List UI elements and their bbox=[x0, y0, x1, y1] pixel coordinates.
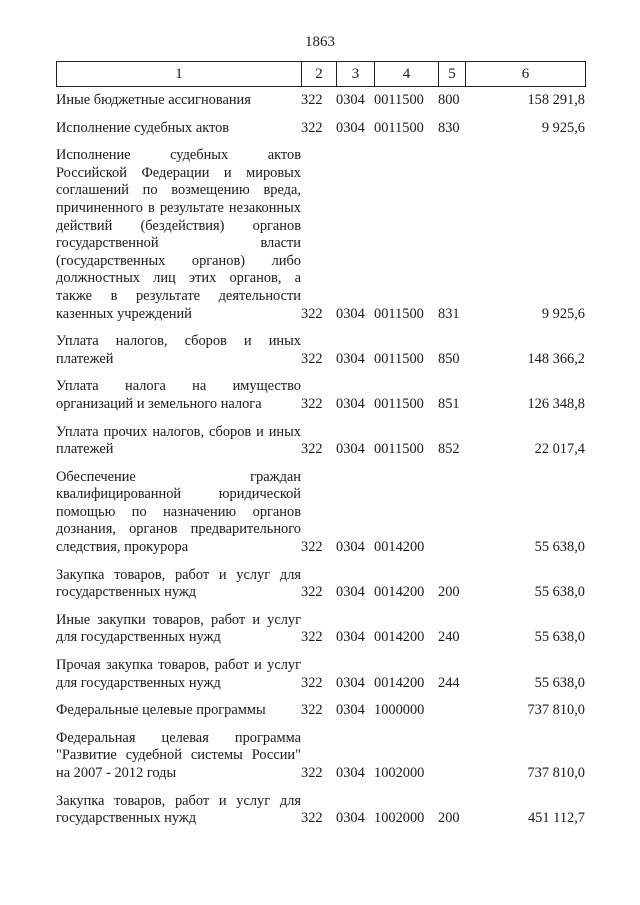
row-expense-type: 830 bbox=[438, 119, 460, 136]
row-section-code: 0304 bbox=[336, 629, 365, 646]
row-section-code: 0304 bbox=[336, 92, 365, 108]
row-expense-type bbox=[438, 466, 465, 564]
row-ministry-code: 322 bbox=[301, 119, 323, 136]
row-description: Федеральная целевая программа "Развитие судебной системы России" на 2007 - 2012 годы bbox=[56, 729, 301, 781]
row-target-code: 1002000 bbox=[374, 765, 425, 781]
row-expense-type bbox=[438, 727, 465, 790]
row-ministry-code: 322 bbox=[301, 765, 323, 781]
row-amount: 22 017,4 bbox=[534, 441, 585, 458]
row-amount: 55 638,0 bbox=[534, 629, 585, 646]
row-description: Исполнение судебных актов Российской Федерации и мировых соглашений по возмещению вреда, причиненного в результате незаконных действий (бездействия) органов государственной власти (государственных органов) либо должностных лиц этих органов, а также в результате деятельности казенных учреждений bbox=[56, 147, 301, 322]
row-expense-type: 200 bbox=[438, 584, 460, 601]
row-amount: 737 810,0 bbox=[527, 765, 585, 781]
row-target-code: 0011500 bbox=[374, 441, 424, 458]
row-expense-type: 850 bbox=[438, 350, 460, 367]
row-expense-type: 244 bbox=[438, 674, 460, 691]
row-ministry-code: 322 bbox=[301, 305, 323, 322]
row-section-code: 0304 bbox=[336, 119, 365, 136]
row-expense-type: 831 bbox=[438, 305, 460, 322]
table-row bbox=[56, 727, 585, 790]
row-description: Закупка товаров, работ и услуг для государственных нужд bbox=[56, 792, 301, 827]
row-ministry-code: 322 bbox=[301, 92, 323, 108]
row-ministry-code: 322 bbox=[301, 629, 323, 646]
table-row bbox=[56, 330, 585, 375]
column-header-1: 1 bbox=[57, 62, 302, 87]
row-ministry-code: 322 bbox=[301, 810, 323, 827]
row-ministry-code: 322 bbox=[301, 395, 323, 412]
row-description: Уплата прочих налогов, сборов и иных платежей bbox=[56, 423, 301, 458]
column-header-6: 6 bbox=[466, 62, 586, 87]
table-row bbox=[56, 654, 585, 699]
table-row bbox=[56, 564, 585, 609]
column-header-5: 5 bbox=[439, 62, 466, 87]
row-target-code: 0014200 bbox=[374, 539, 425, 556]
table-row bbox=[56, 790, 585, 835]
row-target-code: 0014200 bbox=[374, 629, 425, 646]
table-row bbox=[56, 89, 585, 117]
row-section-code: 0304 bbox=[336, 539, 365, 556]
row-amount: 158 291,8 bbox=[527, 92, 585, 108]
row-target-code: 0011500 bbox=[374, 395, 424, 412]
row-target-code: 0011500 bbox=[374, 119, 424, 136]
row-target-code: 0011500 bbox=[374, 305, 424, 322]
row-section-code: 0304 bbox=[336, 584, 365, 601]
row-ministry-code: 322 bbox=[301, 674, 323, 691]
row-amount: 55 638,0 bbox=[534, 674, 585, 691]
row-amount: 737 810,0 bbox=[527, 702, 585, 719]
budget-table bbox=[56, 89, 585, 835]
table-row bbox=[56, 375, 585, 420]
column-header-2: 2 bbox=[302, 62, 337, 87]
row-target-code: 0011500 bbox=[374, 350, 424, 367]
row-expense-type: 800 bbox=[438, 92, 460, 108]
row-expense-type: 852 bbox=[438, 441, 460, 458]
row-target-code: 0014200 bbox=[374, 584, 425, 601]
row-description: Исполнение судебных актов bbox=[56, 119, 230, 136]
column-header-table bbox=[56, 61, 586, 87]
row-expense-type: 200 bbox=[438, 810, 460, 827]
row-amount: 55 638,0 bbox=[534, 584, 585, 601]
row-expense-type: 851 bbox=[438, 395, 460, 412]
row-amount: 148 366,2 bbox=[527, 350, 585, 367]
row-target-code: 0011500 bbox=[374, 92, 424, 108]
row-amount: 9 925,6 bbox=[541, 119, 585, 136]
column-header-4: 4 bbox=[375, 62, 439, 87]
row-amount: 126 348,8 bbox=[527, 395, 585, 412]
row-description: Иные бюджетные ассигнования bbox=[56, 92, 251, 108]
row-section-code: 0304 bbox=[336, 702, 365, 719]
row-amount: 9 925,6 bbox=[541, 305, 585, 322]
row-target-code: 1002000 bbox=[374, 810, 425, 827]
row-section-code: 0304 bbox=[336, 305, 365, 322]
row-description: Уплата налогов, сборов и иных платежей bbox=[56, 333, 301, 367]
table-row bbox=[56, 609, 585, 654]
row-section-code: 0304 bbox=[336, 674, 365, 691]
row-section-code: 0304 bbox=[336, 810, 365, 827]
row-amount: 55 638,0 bbox=[534, 539, 585, 556]
row-section-code: 0304 bbox=[336, 395, 365, 412]
row-target-code: 0014200 bbox=[374, 674, 425, 691]
row-description: Прочая закупка товаров, работ и услуг для государственных нужд bbox=[56, 657, 301, 691]
row-ministry-code: 322 bbox=[301, 539, 323, 556]
row-section-code: 0304 bbox=[336, 350, 365, 367]
row-ministry-code: 322 bbox=[301, 584, 323, 601]
row-section-code: 0304 bbox=[336, 765, 365, 781]
row-ministry-code: 322 bbox=[301, 441, 323, 458]
row-ministry-code: 322 bbox=[301, 350, 323, 367]
row-description: Иные закупки товаров, работ и услуг для государственных нужд bbox=[56, 611, 301, 646]
row-expense-type: 240 bbox=[438, 629, 460, 646]
row-expense-type bbox=[438, 699, 465, 727]
row-ministry-code: 322 bbox=[301, 702, 323, 719]
page-number: 1863 bbox=[305, 34, 335, 50]
column-header-row bbox=[57, 62, 586, 87]
row-amount: 451 112,7 bbox=[527, 810, 585, 827]
column-header-3: 3 bbox=[337, 62, 375, 87]
row-description: Уплата налога на имущество организаций и земельного налога bbox=[56, 378, 301, 412]
row-target-code: 1000000 bbox=[374, 702, 425, 719]
row-description: Федеральные целевые программы bbox=[56, 702, 266, 719]
row-description: Закупка товаров, работ и услуг для государственных нужд bbox=[56, 566, 301, 601]
table-row bbox=[56, 699, 585, 727]
row-description: Обеспечение граждан квалифицированной юридической помощью по назначению органов дознания, органов предварительного следствия, прокурора bbox=[56, 468, 301, 556]
table-row bbox=[56, 117, 585, 145]
table-row bbox=[56, 144, 585, 330]
row-section-code: 0304 bbox=[336, 441, 365, 458]
table-row bbox=[56, 421, 585, 466]
table-row bbox=[56, 466, 585, 564]
